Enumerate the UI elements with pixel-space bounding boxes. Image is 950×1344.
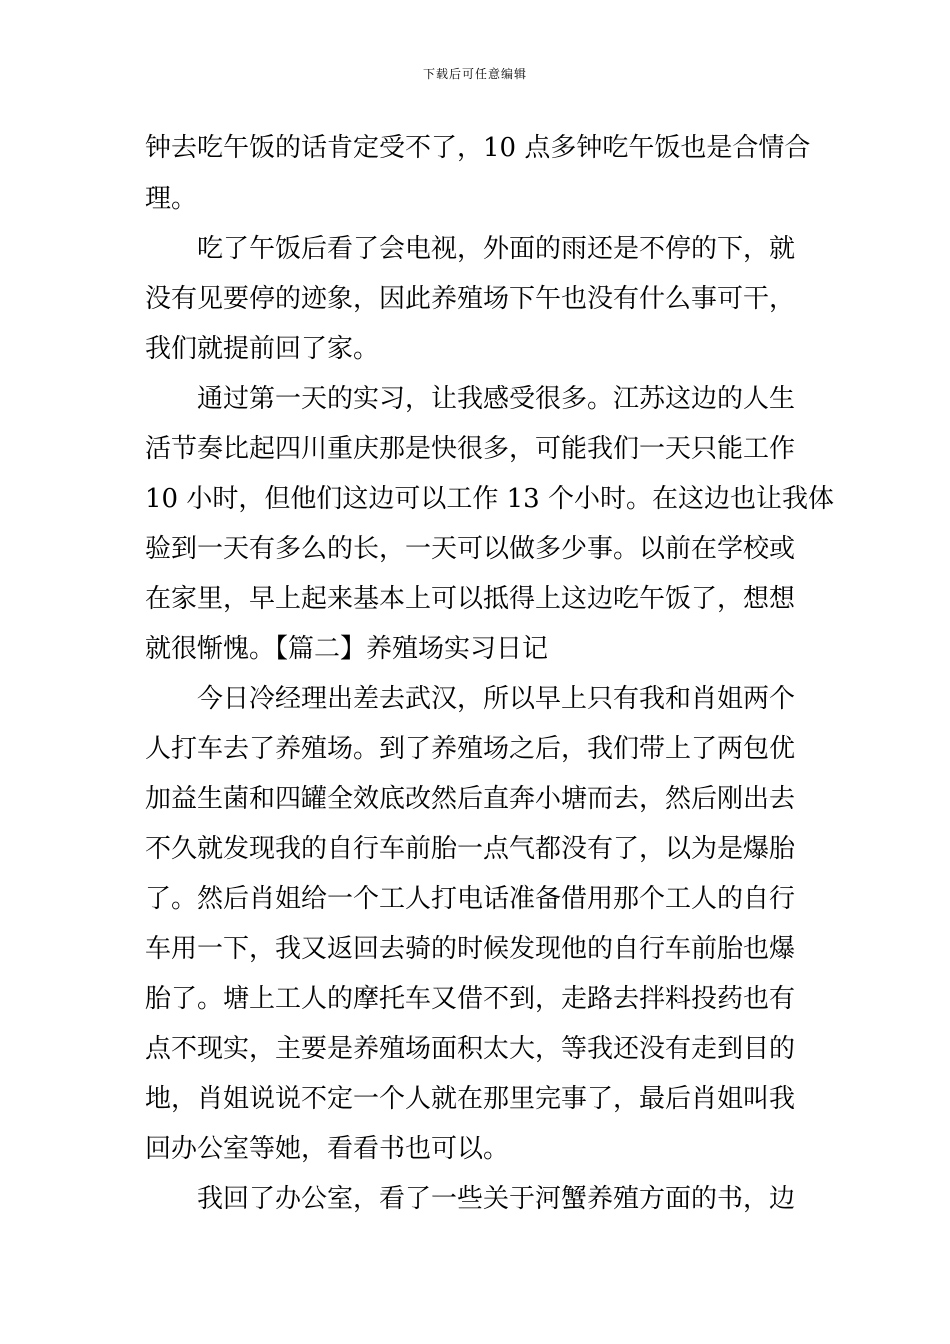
text-line: 钟去吃午饭的话肯定受不了，10 点多钟吃午饭也是合情合 bbox=[145, 133, 811, 163]
text-line: 我回了办公室，看了一些关于河蟹养殖方面的书，边 bbox=[145, 1184, 796, 1214]
text-line: 在家里，早上起来基本上可以抵得上这边吃午饭了，想想 bbox=[145, 584, 796, 614]
text-line: 人打车去了养殖场。到了养殖场之后，我们带上了两包优 bbox=[145, 734, 796, 764]
text-line: 吃了午饭后看了会电视，外面的雨还是不停的下，就 bbox=[145, 234, 796, 264]
text-line: 我们就提前回了家。 bbox=[145, 334, 380, 364]
text-line: 不久就发现我的自行车前胎一点气都没有了，以为是爆胎 bbox=[145, 834, 796, 864]
text-line: 回办公室等她，看看书也可以。 bbox=[145, 1134, 510, 1164]
text-line: 没有见要停的迹象，因此养殖场下午也没有什么事可干， bbox=[145, 284, 796, 314]
text-line: 地，肖姐说说不定一个人就在那里完事了，最后肖姐叫我 bbox=[145, 1084, 796, 1114]
page-header: 下载后可任意编辑 bbox=[422, 67, 527, 81]
text-line: 了。然后肖姐给一个工人打电话准备借用那个工人的自行 bbox=[145, 884, 796, 914]
text-line: 理。 bbox=[145, 184, 198, 214]
text-line: 加益生菌和四罐全效底改然后直奔小塘而去，然后刚出去 bbox=[145, 784, 796, 814]
text-line: 10 小时，但他们这边可以工作 13 个小时。在这边也让我体 bbox=[145, 484, 834, 514]
text-line: 点不现实，主要是养殖场面积太大，等我还没有走到目的 bbox=[145, 1034, 796, 1064]
text-line: 今日冷经理出差去武汉，所以早上只有我和肖姐两个 bbox=[145, 684, 796, 714]
text-line: 就很惭愧。【篇二】养殖场实习日记 bbox=[145, 634, 549, 664]
text-line: 车用一下，我又返回去骑的时候发现他的自行车前胎也爆 bbox=[145, 934, 796, 964]
text-line: 胎了。塘上工人的摩托车又借不到，走路去拌料投药也有 bbox=[145, 984, 796, 1014]
text-line: 活节奏比起四川重庆那是快很多，可能我们一天只能工作 bbox=[145, 434, 796, 464]
text-line: 验到一天有多么的长，一天可以做多少事。以前在学校或 bbox=[145, 534, 796, 564]
text-line: 通过第一天的实习，让我感受很多。江苏这边的人生 bbox=[145, 384, 796, 414]
